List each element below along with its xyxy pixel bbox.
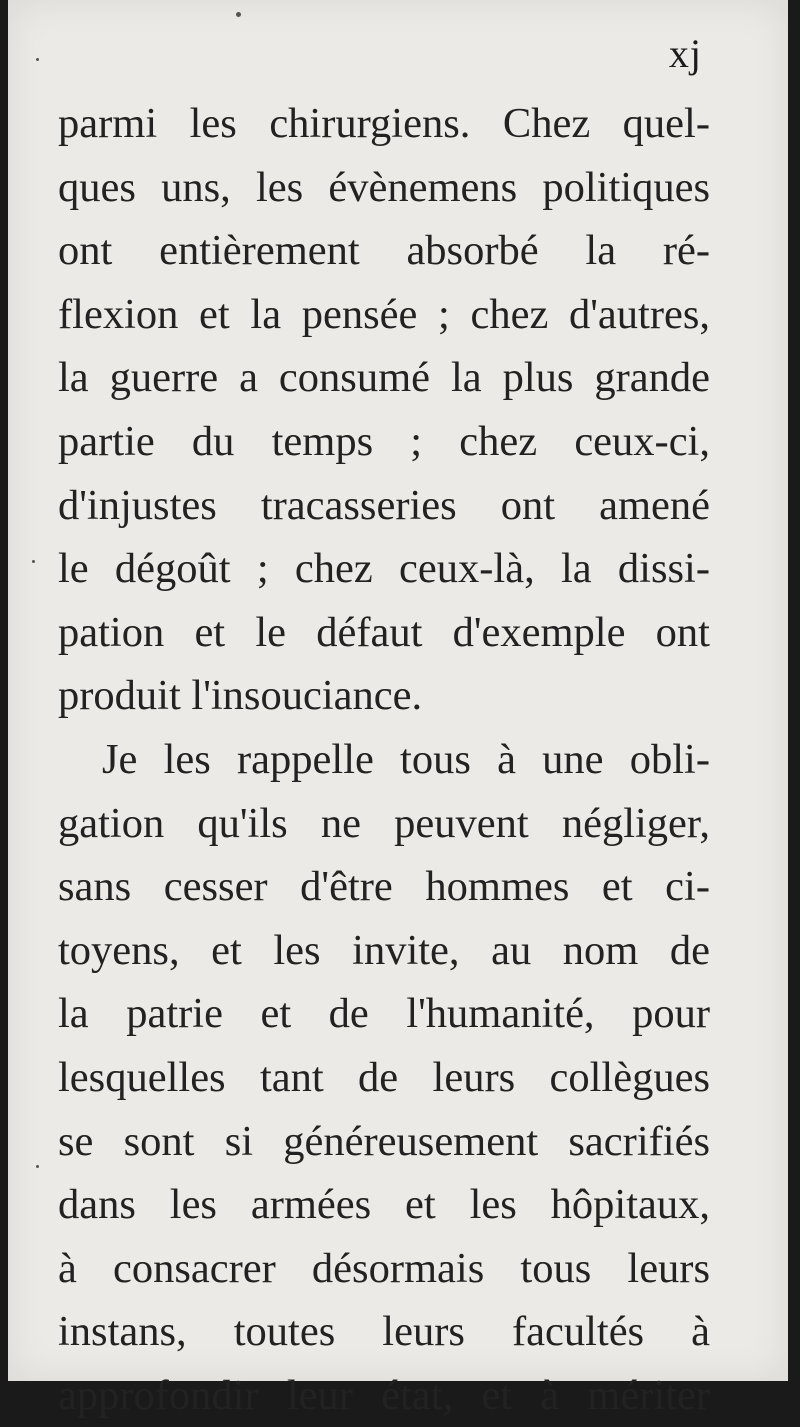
- text-line: instans, toutes leurs facultés à: [58, 1308, 710, 1356]
- text-line: ont entièrement absorbé la ré-: [58, 227, 710, 275]
- text-line: dans les armées et les hôpitaux,: [58, 1181, 710, 1229]
- text-line: parmi les chirurgiens. Chez quel-: [58, 100, 710, 147]
- text-line: approfondir leur état, et à mériter: [58, 1371, 710, 1419]
- text-line: lesquelles tant de leurs collègues: [58, 1053, 710, 1101]
- ink-speck: [236, 12, 241, 17]
- ink-speck: [32, 560, 35, 563]
- text-line: toyens, et les invite, au nom de: [58, 926, 710, 974]
- text-line: la patrie et de l'humanité, pour: [58, 990, 710, 1038]
- text-line: la guerre a consumé la plus grande: [58, 354, 710, 402]
- paragraph-start-line: Je les rappelle tous à une obli-: [102, 735, 710, 783]
- page-number: xj: [668, 31, 702, 76]
- body-text: [58, 92, 710, 1427]
- text-line: gation qu'ils ne peuvent négliger,: [58, 799, 710, 847]
- text-line: d'injustes tracasseries ont amené: [58, 481, 710, 529]
- book-page: [8, 0, 788, 1419]
- text-line: à consacrer désormais tous leurs: [58, 1244, 710, 1292]
- text-line: pation et le défaut d'exemple ont: [58, 608, 710, 656]
- text-line: produit l'insouciance.: [58, 672, 423, 720]
- text-line: sans cesser d'être hommes et ci-: [58, 863, 710, 911]
- ink-speck: [36, 58, 39, 61]
- ink-speck: [36, 1165, 39, 1168]
- text-line: se sont si généreusement sacrifiés: [58, 1117, 710, 1165]
- text-line: partie du temps ; chez ceux-ci,: [58, 417, 710, 465]
- text-line: le dégoût ; chez ceux-là, la dissi-: [58, 545, 710, 593]
- text-line: ques uns, les évènemens politiques: [58, 163, 710, 211]
- text-line: flexion et la pensée ; chez d'autres,: [58, 290, 710, 338]
